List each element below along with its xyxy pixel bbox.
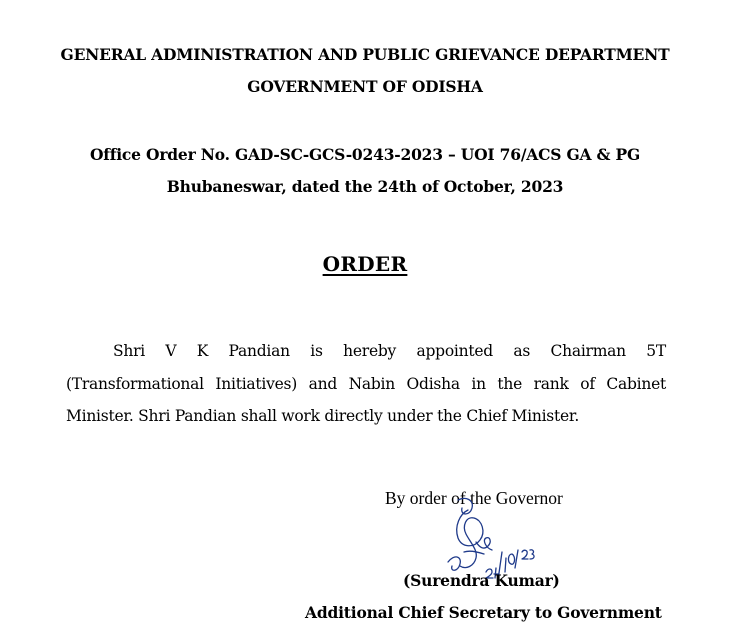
order-body-paragraph: Shri V K Pandian is hereby appointed as Chairman 5T (Transformational Initiatives) and Nabin Odisha in the rank of Cabinet Minister. Shri Pandian shall work directly under the Chief Minister. <box>66 342 666 425</box>
department-title: GENERAL ADMINISTRATION AND PUBLIC GRIEVANCE DEPARTMENT <box>60 45 670 64</box>
signatory-name: (Surendra Kumar) <box>403 571 560 590</box>
government-title: GOVERNMENT OF ODISHA <box>247 77 483 96</box>
office-order-number: Office Order No. GAD-SC-GCS-0243-2023 – UOI 76/ACS GA & PG <box>90 145 640 164</box>
place-and-date: Bhubaneswar, dated the 24th of October, 2023 <box>166 177 564 196</box>
by-order-of-governor: By order of the Governor <box>385 488 563 508</box>
order-heading: ORDER <box>322 252 408 276</box>
signatory-designation: Additional Chief Secretary to Government <box>305 603 662 622</box>
handwritten-signature <box>440 492 540 582</box>
